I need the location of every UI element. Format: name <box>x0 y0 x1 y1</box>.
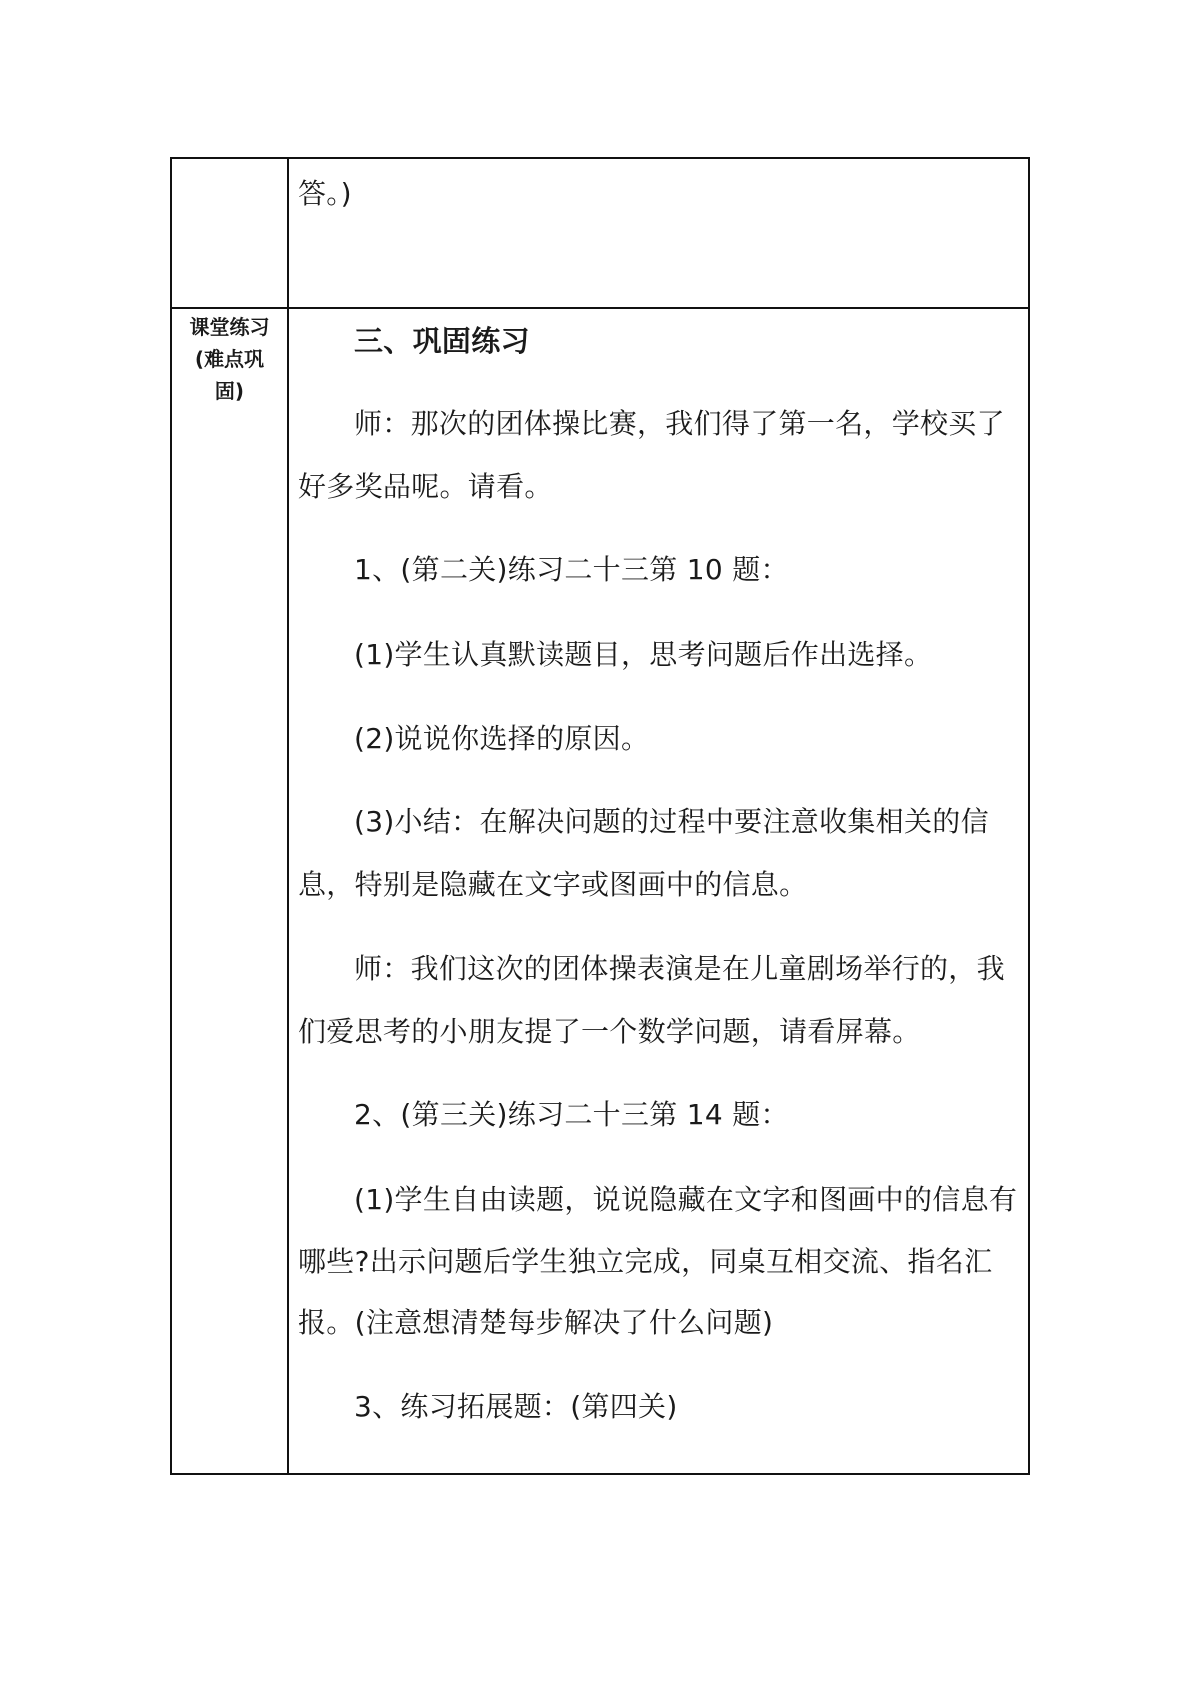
section-heading: 三、巩固练习 <box>354 324 530 358</box>
section-label-line-1: 课堂练习 <box>189 315 270 339</box>
content-line: 2、(第三关)练习二十三第 14 题： <box>354 1098 789 1131</box>
content-line: 哪些?出示问题后学生独立完成，同桌互相交流、指名汇 <box>298 1245 993 1278</box>
content-line: 好多奖品呢。请看。 <box>298 470 553 503</box>
content-line: 师：那次的团体操比赛，我们得了第一名，学校买了 <box>354 407 1005 440</box>
content-line: 息，特别是隐藏在文字或图画中的信息。 <box>298 868 808 901</box>
section-label-line-2: (难点巩 <box>194 347 265 371</box>
lesson-plan-table <box>170 157 1030 1475</box>
content-line: (1)学生认真默读题目，思考问题后作出选择。 <box>354 638 933 671</box>
content-line: 1、(第二关)练习二十三第 10 题： <box>354 553 789 586</box>
content-line: (1)学生自由读题，说说隐藏在文字和图画中的信息有 <box>354 1183 1018 1216</box>
row1-content: 答。) <box>298 177 352 210</box>
content-line: 们爱思考的小朋友提了一个数学问题，请看屏幕。 <box>298 1015 921 1048</box>
content-line: 师：我们这次的团体操表演是在儿童剧场举行的，我 <box>354 952 1005 985</box>
content-line: 报。(注意想清楚每步解决了什么问题) <box>298 1306 774 1339</box>
content-line: (3)小结：在解决问题的过程中要注意收集相关的信 <box>354 805 989 838</box>
column-divider <box>287 159 289 1473</box>
row-divider <box>172 307 1028 309</box>
section-label-line-3: 固) <box>214 379 245 403</box>
content-line: (2)说说你选择的原因。 <box>354 722 650 755</box>
content-line: 3、练习拓展题：(第四关) <box>354 1390 678 1423</box>
